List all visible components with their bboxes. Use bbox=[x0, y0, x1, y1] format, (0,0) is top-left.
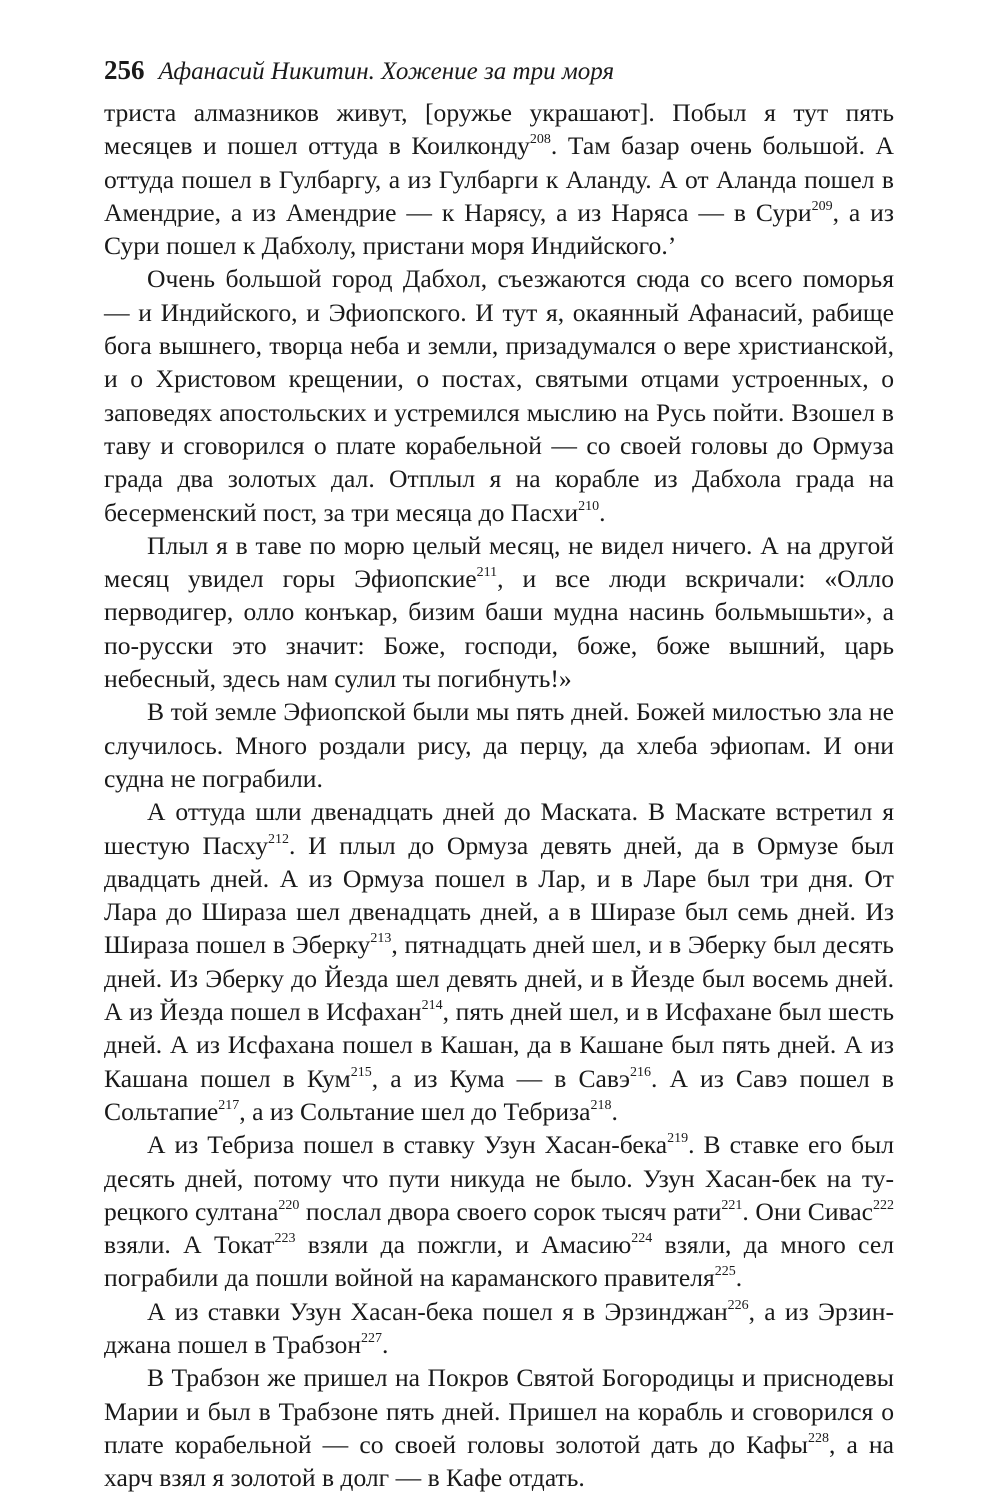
footnote-marker: 220 bbox=[278, 1197, 300, 1213]
footnote-marker: 213 bbox=[370, 931, 392, 947]
text-run: триста алмазников живут, [оружье украшают]. Побыл я тут пять месяцев и пошел оттуда в Коилконду bbox=[104, 98, 894, 161]
text-run: . Они Сивас bbox=[742, 1196, 873, 1226]
footnote-marker: 226 bbox=[727, 1297, 749, 1313]
paragraph bbox=[104, 529, 894, 695]
text-run: . bbox=[599, 497, 606, 527]
text-run: , пятнадцать дней шел, и в Эберку был десять дней. Из Эберку до Йезда шел девять дней, и в Йезде был восемь дней. А из Йезда пошел в Исфахан bbox=[104, 930, 894, 1027]
text-run: . В ставке его был десять дней, потому что пути никуда не было. Узун Хасан-бек на турецкого султана bbox=[104, 1130, 894, 1226]
paragraph bbox=[104, 1361, 894, 1494]
text-run: , а из Кума — в Савэ bbox=[371, 1063, 630, 1093]
footnote-marker: 219 bbox=[667, 1131, 689, 1147]
text-run: взяли, да много сел пограбили да пошли войной на караманского правителя bbox=[104, 1230, 894, 1293]
footnote-marker: 224 bbox=[631, 1231, 653, 1247]
footnote-marker: 223 bbox=[274, 1231, 296, 1247]
footnote-marker: 208 bbox=[529, 132, 551, 148]
paragraph bbox=[104, 262, 894, 528]
text-run: . А из Савэ пошел в Сольтапие bbox=[104, 1063, 894, 1126]
footnote-marker: 212 bbox=[268, 831, 289, 847]
text-run: , а из Сольтание шел до Тебриза bbox=[239, 1096, 591, 1126]
footnote-marker: 217 bbox=[218, 1097, 240, 1113]
text-run: . И плыл до Ормуза девять дней, да в Ормузе был двадцать дней. А из Ормуза пошел в Лар, и в Ларе был три дня. От Лара до Шираза шел двенадцать дней, а в Ширазе был семь дней. Из Шираза пошел в Эберку bbox=[104, 830, 895, 960]
footnote-marker: 216 bbox=[629, 1064, 651, 1080]
paragraph bbox=[104, 795, 894, 1128]
footnote-marker: 210 bbox=[578, 498, 600, 514]
text-run: послал двора своего сорок тысяч рати bbox=[299, 1196, 722, 1226]
text-run: В той земле Эфиопской были мы пять дней. Божей милостью зла не случилось. Много роздали рису, да перцу, да хлеба эфиопам. И они судна не пограбили. bbox=[104, 697, 894, 793]
text-run: . bbox=[382, 1329, 389, 1359]
text-run: А из Тебриза пошел в ставку Узун Хасан-бека bbox=[147, 1130, 668, 1160]
footnote-marker: 214 bbox=[421, 998, 443, 1014]
text-run: . Там базар очень большой. А оттуда пошел в Гулбаргу, а из Гулбарги к Аланду. А от Аланда пошел в Амендрие, а из Амендрие — к Нарясу, а из Наряса — в Сури bbox=[104, 131, 894, 227]
text-run: взяли. А Токат bbox=[104, 1230, 275, 1260]
footnote-marker: 215 bbox=[350, 1064, 372, 1080]
book-page bbox=[104, 50, 894, 1494]
running-title: Афанасий Никитин. Хожение за три моря bbox=[158, 58, 615, 85]
paragraph bbox=[104, 695, 894, 795]
text-run: . bbox=[611, 1096, 618, 1126]
footnote-marker: 228 bbox=[807, 1430, 829, 1446]
footnote-marker: 211 bbox=[476, 565, 498, 581]
text-run: Очень большой город Дабхол, съезжаются сюда со всего поморья — и Индийского, и Эфиопского. И тут я, окаянный Афанасий, рабище бога вышнего, творца неба и земли, призадумался о вере христианской, и о Христовом крещении, о постах, святыми отцами устроенных, о заповедях апостольских и устремился мыслию на Русь пойти. Взошел в таву и сговорился о плате корабельной — со своей головы до Ормуза града два золотых дал. Отплыл я на корабле из Дабхола града на бесерменский пост, за три месяца до Пасхи bbox=[104, 264, 894, 527]
text-run: , и все люди вскричали: «Олло перводигер, олло конъкар, бизим баши мудна насинь больмышьти», а по-русски это значит: Боже, господи, боже, боже вышний, царь небесный, здесь нам сулил ты погибнуть!» bbox=[104, 564, 894, 694]
footnote-marker: 209 bbox=[811, 198, 833, 214]
footnote-marker: 218 bbox=[590, 1097, 612, 1113]
text-run: , а на харч взял я золотой в долг — в Кафе отдать. bbox=[104, 1429, 894, 1493]
paragraph bbox=[104, 1295, 894, 1362]
text-run: , пять дней шел, и в Исфахане был шесть дней. А из Исфахана пошел в Кашан, да в Кашане был пять дней. А из Кашана пошел в Кум bbox=[104, 997, 895, 1093]
text-run: , а из Сури пошел к Дабхолу, пристани моря Индийского.’ bbox=[104, 197, 894, 261]
text-run: . bbox=[735, 1263, 743, 1293]
body-text bbox=[104, 96, 894, 1494]
text-run: , а из Эрзинджана пошел в Трабзон bbox=[104, 1296, 894, 1359]
text-run: Плыл я в таве по морю целый месяц, не видел ничего. А на другой месяц увидел горы Эфиопские bbox=[104, 530, 894, 594]
footnote-marker: 222 bbox=[872, 1197, 894, 1213]
text-run: В Трабзон же пришел на Покров Святой Богородицы и приснодевы Марии и был в Трабзоне пять дней. Пришел на корабль и сговорился о плате корабельной — со своей головы золотой дать до Кафы bbox=[104, 1363, 894, 1459]
page-number: 256 bbox=[104, 55, 145, 85]
text-run: А из ставки Узун Хасан-бека пошел я в Эрзинджан bbox=[147, 1296, 728, 1326]
footnote-marker: 227 bbox=[361, 1330, 383, 1346]
text-run: А оттуда шли двенадцать дней до Маската. В Маскате встретил я шестую Пасху bbox=[104, 797, 894, 860]
paragraph bbox=[104, 1128, 894, 1294]
running-header bbox=[104, 50, 894, 90]
footnote-marker: 221 bbox=[721, 1197, 743, 1213]
paragraph bbox=[104, 96, 894, 262]
footnote-marker: 225 bbox=[714, 1264, 736, 1280]
text-run: взяли да пожгли, и Амасию bbox=[295, 1230, 632, 1260]
